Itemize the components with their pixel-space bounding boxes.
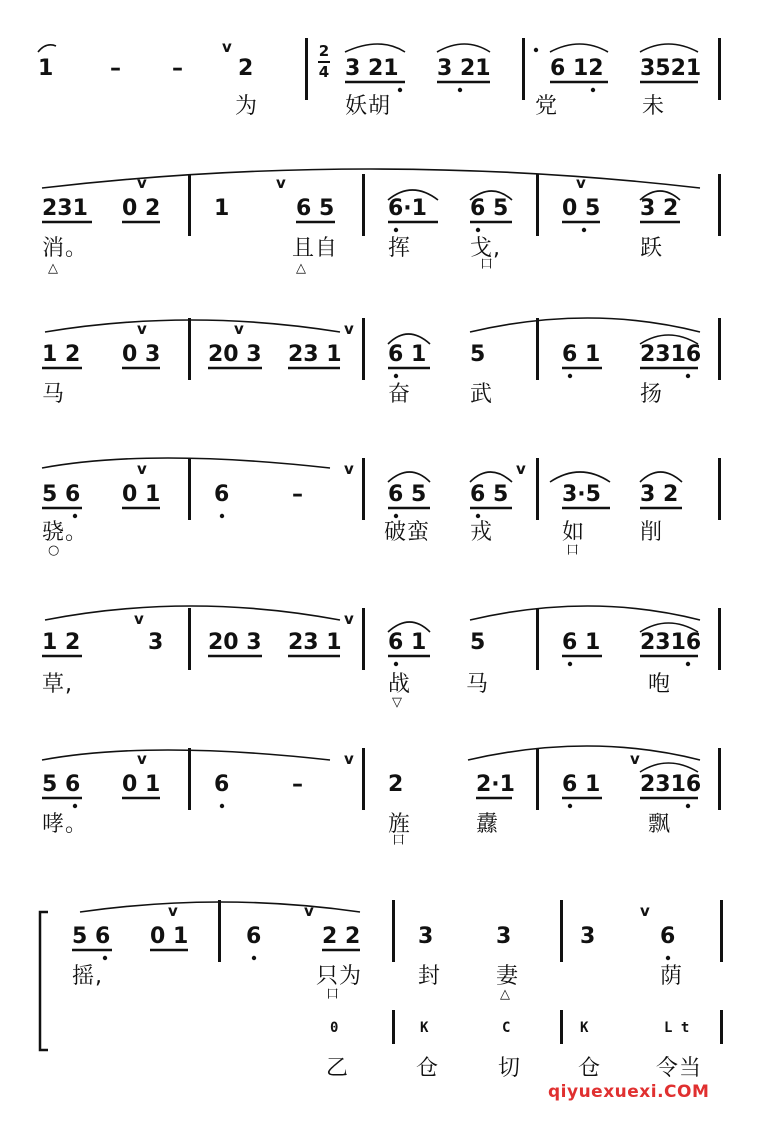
note: 2 <box>388 772 404 797</box>
accent-mark: ▽ <box>392 695 402 710</box>
watermark-text: qiyuexuexi.COM <box>548 1082 710 1102</box>
lyric: 且自 <box>292 236 339 261</box>
breath-mark: v <box>630 750 640 768</box>
lyric: 哮。 <box>42 812 89 837</box>
bar-line <box>720 900 723 962</box>
slur <box>345 44 405 52</box>
note: 3·5 <box>562 482 601 507</box>
slur <box>470 318 700 332</box>
bar-line <box>362 458 365 520</box>
percussion-syllable: 切 <box>498 1056 522 1081</box>
note: 2316 <box>640 630 702 655</box>
bar-line <box>536 318 539 380</box>
lyric: 纛 <box>476 812 500 837</box>
note: 3 <box>496 924 512 949</box>
bar-line <box>718 748 721 810</box>
lyric: 骁。 <box>42 520 89 545</box>
bar-line <box>188 318 191 380</box>
note: 0 3 <box>122 342 161 367</box>
note: 20 3 <box>208 630 262 655</box>
system-bracket <box>40 912 48 1050</box>
slur <box>42 750 330 760</box>
lyric: 削 <box>640 520 664 545</box>
note: – <box>292 772 303 797</box>
slur <box>470 606 700 620</box>
percussion-symbol: L t <box>664 1020 690 1036</box>
breath-mark: v <box>137 174 147 192</box>
bar-line <box>718 608 721 670</box>
note: 3 2 <box>640 482 679 507</box>
breath-mark: v <box>137 460 147 478</box>
lyric: 马 <box>42 382 66 407</box>
lyric: 未 <box>642 94 666 119</box>
accent-mark: 口 <box>326 987 340 1002</box>
bar-line <box>718 38 721 100</box>
note: 2 2 <box>322 924 361 949</box>
breath-mark: v <box>168 902 178 920</box>
note: 0 1 <box>122 482 161 507</box>
lyric: 旌 <box>388 812 412 837</box>
slur <box>38 45 56 52</box>
percussion-syllable: 仓 <box>416 1056 440 1081</box>
note: 6 1 <box>388 630 427 655</box>
slur <box>388 472 430 482</box>
percussion-symbol: K <box>420 1020 429 1036</box>
lyric: 挥 <box>388 236 412 261</box>
bar-line <box>362 174 365 236</box>
note: 6 1 <box>562 630 601 655</box>
note: 6·1 <box>388 196 427 221</box>
note: – <box>292 482 303 507</box>
lyric: 为 <box>235 94 259 119</box>
lyric: 跃 <box>640 236 664 261</box>
bar-line <box>218 900 221 962</box>
slur <box>468 746 700 760</box>
lyric: 破蛮 <box>384 520 431 545</box>
note: – <box>172 56 183 81</box>
lyric: 只为 <box>316 964 363 989</box>
note: 2 <box>238 56 254 81</box>
bar-line <box>536 458 539 520</box>
note: 2316 <box>640 772 702 797</box>
note: 2316 <box>640 342 702 367</box>
bar-line <box>536 174 539 236</box>
breath-mark: v <box>344 610 354 628</box>
note: 0 1 <box>122 772 161 797</box>
note: 5 <box>470 630 486 655</box>
lyric: 扬 <box>640 382 664 407</box>
slur <box>640 763 698 772</box>
note: 5 <box>470 342 486 367</box>
bar-line <box>188 748 191 810</box>
lyric: 消。 <box>42 236 89 261</box>
note: 3 21 <box>437 56 491 81</box>
bar-line <box>305 38 308 100</box>
note: 20 3 <box>208 342 262 367</box>
lyric: 奋 <box>388 382 412 407</box>
lyric: 武 <box>470 382 494 407</box>
note: 3 <box>148 630 164 655</box>
note: 5 6 <box>72 924 111 949</box>
breath-mark: v <box>134 610 144 628</box>
slur <box>640 44 698 52</box>
breath-mark: v <box>304 902 314 920</box>
lyric: 飘 <box>648 812 672 837</box>
accent-mark: △ <box>296 261 306 276</box>
accent-mark: △ <box>48 261 58 276</box>
percussion-symbol: K <box>580 1020 589 1036</box>
lyric: 咆 <box>648 672 672 697</box>
lyric: 草, <box>42 672 73 697</box>
bar-line <box>392 900 395 962</box>
note: 231 <box>42 196 88 221</box>
note: 6 <box>214 482 230 507</box>
note: 23 1 <box>288 342 342 367</box>
note: 6 5 <box>470 482 509 507</box>
note: 5 6 <box>42 482 81 507</box>
bar-line <box>536 608 539 670</box>
bar-line <box>362 318 365 380</box>
percussion-symbol: C <box>502 1020 511 1036</box>
lyric: 马 <box>466 672 490 697</box>
slur <box>45 606 340 620</box>
bar-line <box>188 458 191 520</box>
slur <box>45 320 340 332</box>
percussion-syllable: 乙 <box>326 1056 350 1081</box>
note: 6 5 <box>296 196 335 221</box>
lyric: 封 <box>418 964 442 989</box>
lyric: 如 <box>562 520 586 545</box>
lyric: 戈, <box>470 236 501 261</box>
note: 6 1 <box>562 342 601 367</box>
time-signature-bottom: 4 <box>318 63 330 81</box>
note: 0 1 <box>150 924 189 949</box>
lyric: 摇, <box>72 964 103 989</box>
bar-line <box>718 458 721 520</box>
note: 6 5 <box>388 482 427 507</box>
breath-mark: v <box>344 320 354 338</box>
breath-mark: v <box>344 460 354 478</box>
accent-mark: 口 <box>480 257 494 272</box>
accent-mark: ○ <box>48 543 60 558</box>
note: 3 2 <box>640 196 679 221</box>
lyric: 战 <box>388 672 412 697</box>
breath-mark: v <box>576 174 586 192</box>
note: 1 <box>214 196 230 221</box>
lyric: 妻 <box>496 964 520 989</box>
accent-mark: 口 <box>566 543 580 558</box>
bar-line <box>362 748 365 810</box>
note: 6 <box>246 924 262 949</box>
note: 1 2 <box>42 342 81 367</box>
breath-mark: v <box>516 460 526 478</box>
bar-line <box>536 748 539 810</box>
note: 6 1 <box>388 342 427 367</box>
bar-line <box>392 1010 395 1044</box>
bar-line <box>362 608 365 670</box>
bar-line <box>188 608 191 670</box>
lyric: 妖胡 <box>345 94 392 119</box>
accent-mark: △ <box>500 987 510 1002</box>
bar-line <box>188 174 191 236</box>
breath-mark: v <box>234 320 244 338</box>
note: 6 <box>660 924 676 949</box>
lyric: 戎 <box>470 520 494 545</box>
lyric: 荫 <box>660 964 684 989</box>
note: 6 12 <box>550 56 604 81</box>
note: 6 <box>214 772 230 797</box>
slur <box>550 44 608 52</box>
note: 3521 <box>640 56 702 81</box>
note: 1 2 <box>42 630 81 655</box>
breath-mark: v <box>137 320 147 338</box>
bar-line <box>718 318 721 380</box>
note: 0 5 <box>562 196 601 221</box>
percussion-syllable: 仓 <box>578 1056 602 1081</box>
note: 3 <box>580 924 596 949</box>
bar-line <box>522 38 525 100</box>
breath-mark: v <box>344 750 354 768</box>
bar-line <box>560 1010 563 1044</box>
note: 3 21 <box>345 56 399 81</box>
accent-mark: 口 <box>392 833 406 848</box>
slur <box>640 472 682 482</box>
breath-mark: v <box>640 902 650 920</box>
note: 6 1 <box>562 772 601 797</box>
lyric: 党 <box>535 94 559 119</box>
note: 6 5 <box>470 196 509 221</box>
slur <box>437 44 490 52</box>
note: 5 6 <box>42 772 81 797</box>
bar-line <box>720 1010 723 1044</box>
breath-mark: v <box>222 38 232 56</box>
note: 23 1 <box>288 630 342 655</box>
breath-mark: v <box>137 750 147 768</box>
bar-line <box>718 174 721 236</box>
percussion-syllable: 令当 <box>656 1056 703 1081</box>
note: 1 <box>38 56 54 81</box>
note: 2·1 <box>476 772 515 797</box>
slur <box>470 472 512 482</box>
time-signature-top: 2 <box>318 42 330 60</box>
breath-mark: v <box>276 174 286 192</box>
note: – <box>110 56 121 81</box>
note: 0 2 <box>122 196 161 221</box>
slur <box>42 458 330 468</box>
percussion-symbol: 0 <box>330 1020 339 1036</box>
slur <box>550 472 610 482</box>
bar-line <box>560 900 563 962</box>
note: 3 <box>418 924 434 949</box>
